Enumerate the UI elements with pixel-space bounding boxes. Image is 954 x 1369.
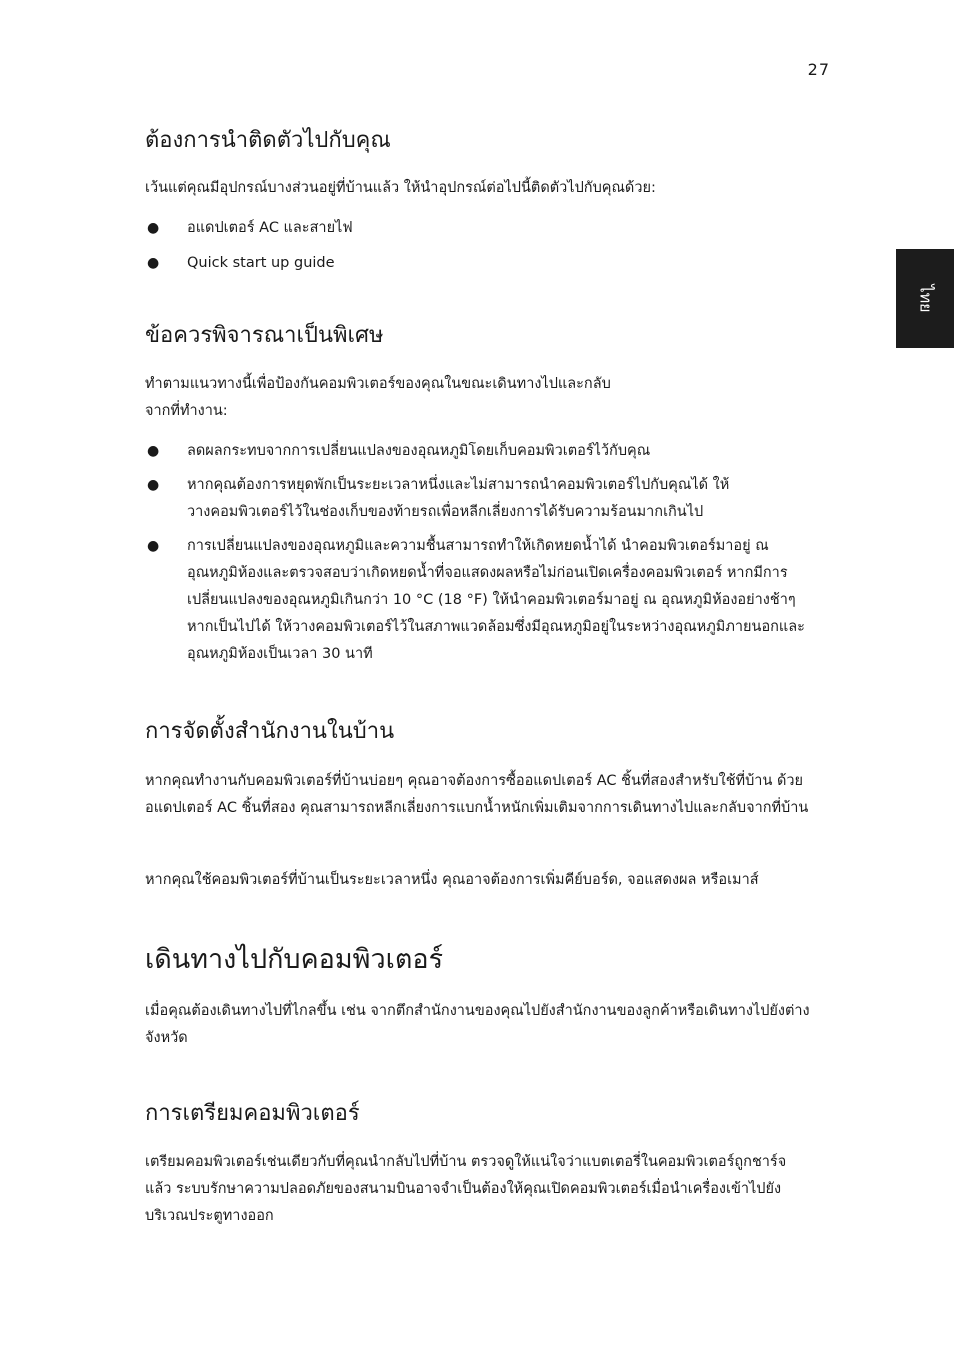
home-office-paragraph-2: หากคุณใช้คอมพิวเตอร์ที่บ้านเป็นระยะเวลาหนึ่ง คุณอาจต้องการเพิ่มคีย์บอร์ด, จอแสดงผล หรือเมาส์ (145, 872, 759, 888)
traveling-intro: เมื่อคุณต้องเดินทางไปที่ไกลขึ้น เช่น จากตึกสำนักงานของคุณไปยังสำนักงานของลูกค้าหรือเดินทางไปยังต่างจังหวัด (145, 1003, 810, 1046)
list-item (145, 533, 810, 668)
heading-home-office: การจัดตั้งสำนักงานในบ้าน (145, 719, 395, 744)
language-side-tab (896, 249, 954, 348)
list-item-text: อแดปเตอร์ AC และสายไฟ (187, 220, 353, 236)
bullet-icon: ● (147, 538, 160, 554)
list-item-text: ลดผลกระทบจากการเปลี่ยนแปลงของอุณหภูมิโดยเก็บคอมพิวเตอร์ไว้กับคุณ (187, 443, 651, 459)
list-item (145, 215, 810, 242)
special-considerations-intro: ทำตามแนวทางนี้เพื่อป้องกันคอมพิวเตอร์ของคุณในขณะเดินทางไปและกลับจากที่ทำงาน: (145, 376, 611, 419)
heading-special-considerations: ข้อควรพิจารณาเป็นพิเศษ (145, 323, 384, 348)
special-considerations-list (145, 438, 810, 668)
take-along-list (145, 215, 810, 277)
home-office-paragraph-1: หากคุณทำงานกับคอมพิวเตอร์ที่บ้านบ่อยๆ คุณอาจต้องการซื้ออแดปเตอร์ AC ชิ้นที่สองสำหรับใช้ที่บ้าน ด้วยอแดปเตอร์ AC ชิ้นที่สอง คุณสามารถหลีกเลี่ยงการแบกน้ำหนักเพิ่มเติมจากการเดินทางไปและกลับจากที่บ้าน (145, 773, 809, 816)
bullet-icon: ● (147, 443, 160, 459)
list-item (145, 250, 810, 277)
heading-traveling: เดินทางไปกับคอมพิวเตอร์ (145, 944, 444, 975)
language-side-tab-label: ไทย (916, 284, 936, 313)
heading-preparing-computer: การเตรียมคอมพิวเตอร์ (145, 1101, 360, 1126)
page-number: 27 (807, 60, 830, 79)
preparing-paragraph: เตรียมคอมพิวเตอร์เช่นเดียวกับที่คุณนำกลับไปที่บ้าน ตรวจดูให้แน่ใจว่าแบตเตอรี่ในคอมพิวเตอร์ถูกชาร์จแล้ว ระบบรักษาความปลอดภัยของสนามบินอาจจำเป็นต้องให้คุณเปิดคอมพิวเตอร์เมื่อนำเครื่องเข้าไปยังบริเวณประตูทางออก (145, 1154, 787, 1224)
list-item-text: การเปลี่ยนแปลงของอุณหภูมิและความชื้นสามารถทำให้เกิดหยดน้ำได้ นำคอมพิวเตอร์มาอยู่ ณ อุณหภูมิห้องและตรวจสอบว่าเกิดหยดน้ำที่จอแสดงผลหรือไม่ก่อนเปิดเครื่องคอมพิวเตอร์ หากมีการเปลี่ยนแปลงของอุณหภูมิเกินกว่า 10 °C (18 °F) ให้นำคอมพิวเตอร์มาอยู่ ณ อุณหภูมิห้องอย่างช้าๆ หากเป็นไปได้ ให้วางคอมพิวเตอร์ไว้ในสภาพแวดล้อมซึ่งมีอุณหภูมิอยู่ในระหว่างอุณหภูมิภายนอกและอุณหภูมิห้องเป็นเวลา 30 นาที (187, 538, 805, 662)
list-item-text: หากคุณต้องการหยุดพักเป็นระยะเวลาหนึ่งและไม่สามารถนำคอมพิวเตอร์ไปกับคุณได้ ให้วางคอมพิวเตอร์ไว้ในช่องเก็บของท้ายรถเพื่อหลีกเลี่ยงการได้รับความร้อนมากเกินไป (187, 477, 730, 520)
bullet-icon: ● (147, 477, 160, 493)
bullet-icon: ● (147, 255, 160, 271)
heading-take-along: ต้องการนำติดตัวไปกับคุณ (145, 128, 391, 153)
bullet-icon: ● (147, 220, 160, 236)
list-item (145, 472, 810, 526)
list-item (145, 438, 810, 465)
take-along-intro: เว้นแต่คุณมีอุปกรณ์บางส่วนอยู่ที่บ้านแล้ว ให้นำอุปกรณ์ต่อไปนี้ติดตัวไปกับคุณด้วย: (145, 180, 656, 196)
list-item-text: Quick start up guide (187, 255, 335, 271)
